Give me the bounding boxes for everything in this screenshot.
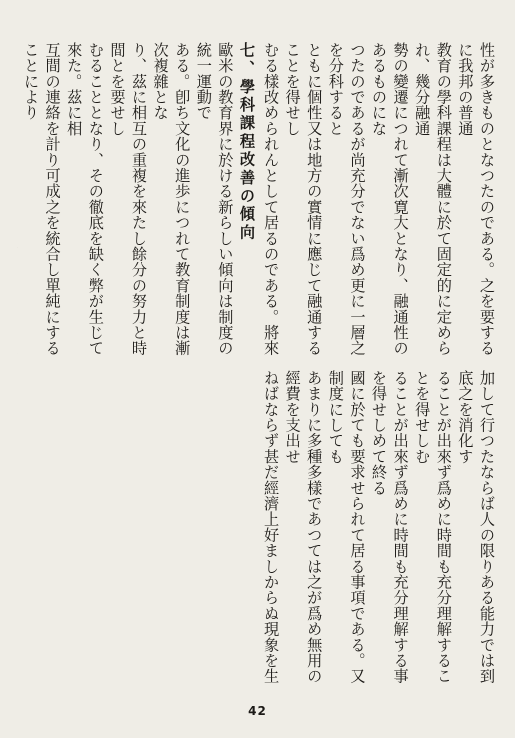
lower-text-column (259, 370, 497, 692)
text-line: ねばならず甚だ經濟上好ましからぬ現象を生 (262, 370, 281, 684)
text-line: 加して行つたならば人の限りある能力では到底之を消化す (456, 370, 496, 684)
text-line: り、茲に相互の重複を來たし餘分の努力と時間とを要せし (108, 42, 149, 356)
text-line: ある。卽ち文化の進歩につれて教育制度は漸次複雜とな (151, 42, 192, 356)
text-line: 國に於ても要求せられて居る事項である。又制度にしても (326, 370, 367, 684)
text-line: ることが出來ず爲めに時間も充分理解することを得せしむ (413, 370, 453, 684)
text-line: つたのであるが尚充分でない爲め更に一層之を分科すると (326, 42, 367, 356)
text-line: むることとなり、その徹底を缺く弊が生じて來た。茲に相 (65, 42, 105, 356)
text-line: ることが出來ず爲めに時間も充分理解する事を得せしめて終る (370, 370, 410, 684)
text-line: 性が多きものとなつたのである。之を要するに我邦の普通 (456, 42, 496, 356)
text-line (17, 42, 19, 364)
page-number: 42 (248, 704, 267, 718)
upper-paragraph (259, 42, 497, 364)
text-line: 歐米の教育界に於ける新らしい傾向は制度の統一運動で (194, 42, 235, 356)
text-line: 勢の變遷につれて漸次寛大となり、融通性のあるものにな (370, 42, 410, 356)
section-body (17, 42, 257, 364)
text-line: むる樣改められんとして居るのである。將來 (262, 42, 281, 356)
section-heading: 七、學科課程改善の傾向 (238, 42, 256, 243)
text-line: あまりに多種多樣であつては之が爲め無用の經費を支出せ (283, 370, 324, 684)
text-line: 教育の學科課程は大體に於て固定的に定められ、幾分融通 (413, 42, 453, 356)
text-line: ともに個性又は地方の實情に應じて融通することを得せし (283, 42, 324, 356)
upper-continued-column (17, 42, 257, 364)
lower-paragraph (259, 370, 497, 692)
upper-text-column (259, 42, 497, 364)
text-line: 互間の連絡を計り可成之を統合し單純にすることにより (22, 42, 62, 356)
